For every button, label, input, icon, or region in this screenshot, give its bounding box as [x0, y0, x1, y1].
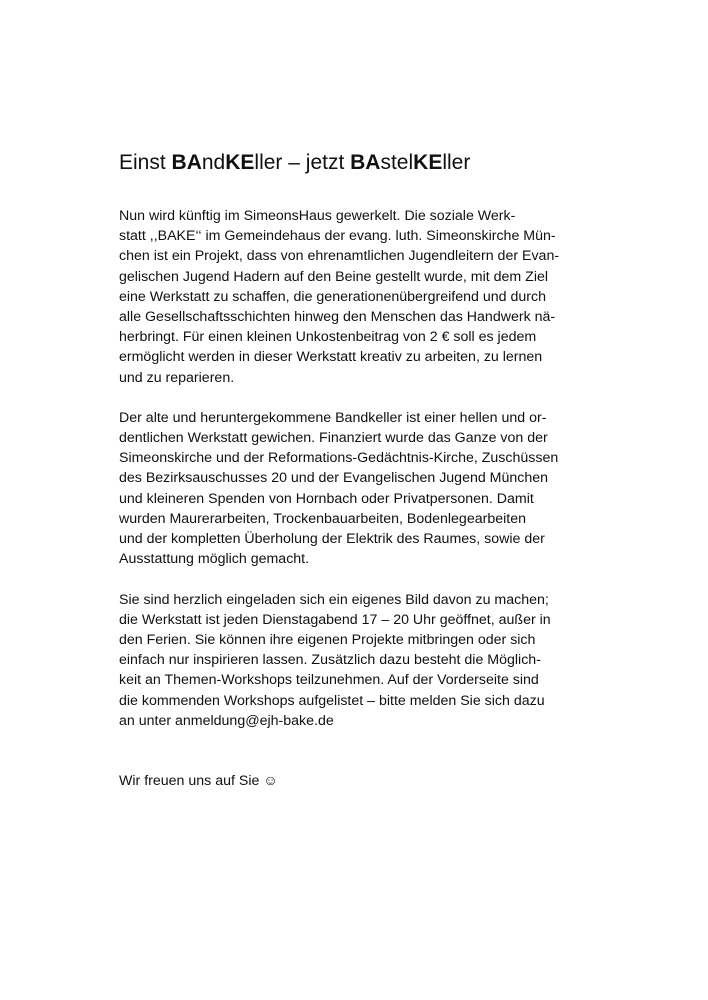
title-part: ller – jetzt	[254, 151, 351, 174]
text-line: und kleineren Spenden von Hornbach oder Privatpersonen. Damit	[119, 490, 534, 507]
text-line: und der kompletten Überholung der Elektrik des Raumes, sowie der	[119, 531, 545, 547]
text-line: an unter anmeldung@ejh-bake.de	[119, 712, 334, 729]
text-line: die Werkstatt ist jeden Dienstagabend 17 – 20 Uhr geöffnet, außer in	[119, 611, 551, 628]
text-line: ermöglicht werden in dieser Werkstatt kreativ zu arbeiten, zu lernen	[119, 349, 543, 366]
body-text	[119, 206, 589, 791]
text-line: wurden Maurerarbeiten, Trockenbauarbeiten, Bodenlegearbeiten	[119, 510, 526, 527]
text-line: die kommenden Workshops aufgelistet – bitte melden Sie sich dazu	[119, 692, 545, 709]
text-line: den Ferien. Sie können ihre eigenen Projekte mitbringen oder sich	[119, 631, 536, 648]
title-part: Einst	[119, 151, 172, 174]
paragraph	[119, 206, 589, 388]
text-line: Nun wird künftig im SimeonsHaus gewerkelt. Die soziale Werk-	[119, 208, 516, 224]
text-line: Ausstattung möglich gemacht.	[119, 551, 310, 568]
text-line: Sie sind herzlich eingeladen sich ein eigenes Bild davon zu machen;	[119, 591, 549, 608]
paragraph-spacer	[119, 388, 589, 408]
title-part: ller	[442, 151, 471, 174]
text-line: keit an Themen-Workshops teilzunehmen. Auf der Vorderseite sind	[119, 672, 539, 689]
title-bold-part: KE	[225, 151, 255, 174]
text-line: Der alte und heruntergekommene Bandkeller ist einer hellen und or-	[119, 409, 547, 426]
text-line: herbringt. Für einen kleinen Unkostenbeitrag von 2 € soll es jedem	[119, 329, 537, 346]
paragraph	[119, 590, 589, 731]
text-line: einfach nur inspirieren lassen. Zusätzlich dazu besteht die Möglich-	[119, 652, 541, 669]
title-bold-part: BA	[171, 151, 202, 174]
text-line: alle Gesellschaftsschichten hinweg den Menschen das Handwerk nä-	[119, 308, 556, 325]
paragraph-spacer	[119, 731, 589, 771]
title-part: stel	[380, 151, 414, 174]
text-line: Simeonskirche und der Reformations-Gedächtnis-Kirche, Zuschüssen	[119, 450, 559, 467]
paragraph	[119, 408, 589, 570]
text-line: statt ,,BAKE‘‘ im Gemeindehaus der evang. luth. Simeonskirche Mün-	[119, 228, 556, 245]
text-line: gelischen Jugend Hadern auf den Beine gestellt wurde, mit dem Ziel	[119, 268, 549, 285]
title-bold-part: BA	[350, 151, 381, 174]
closing-line: Wir freuen uns auf Sie ☺	[119, 773, 278, 790]
paragraph-spacer	[119, 569, 589, 589]
title-bold-part: KE	[413, 151, 443, 174]
text-line: chen ist ein Projekt, dass von ehrenamtlichen Jugendleitern der Evan-	[119, 248, 560, 265]
text-line: und zu reparieren.	[119, 369, 235, 386]
page-title	[119, 150, 639, 176]
text-line: eine Werkstatt zu schaffen, die generationenübergreifend und durch	[119, 288, 546, 305]
text-line: dentlichen Werkstatt gewichen. Finanziert wurde das Ganze von der	[119, 430, 548, 447]
text-line: des Bezirksauschusses 20 und der Evangelischen Jugend München	[119, 470, 549, 487]
title-part: nd	[201, 151, 226, 174]
